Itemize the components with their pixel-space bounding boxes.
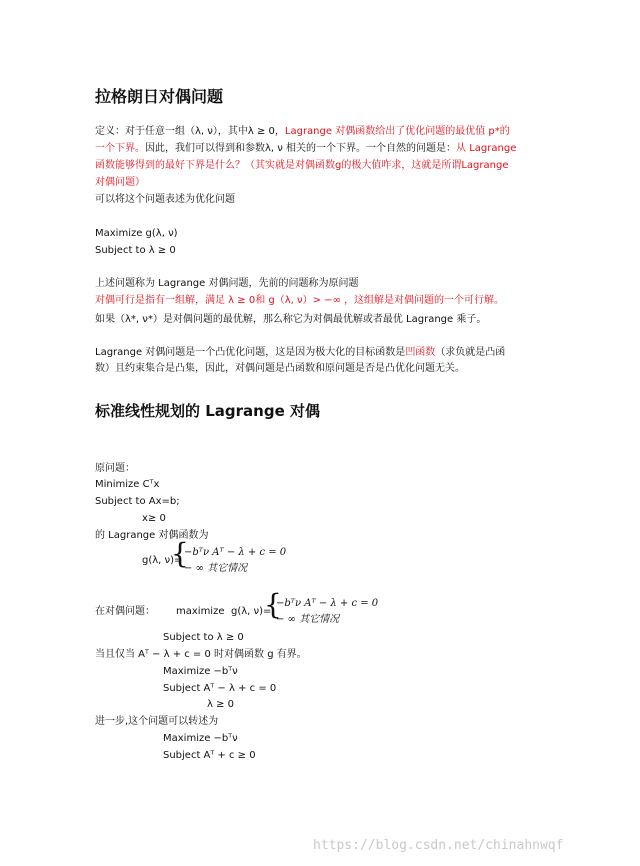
g-label: g(λ, ν)= xyxy=(142,555,183,566)
definition-line-1 xyxy=(95,125,510,139)
maximize-word: maximize xyxy=(176,606,225,617)
convex-text-2: （求负就是凸函 xyxy=(435,347,506,358)
definition-line-4: 对偶问题） xyxy=(95,177,145,188)
x-nonneg-line: x≥ 0 xyxy=(142,513,166,524)
case-1: −bᵀν Aᵀ − λ + c = 0 xyxy=(184,547,287,558)
def-line2-text: 因此，我们可以得到和参数λ, ν 相关的一个下界。一个自然的问题是： xyxy=(145,143,457,154)
maximize-line: Maximize g(λ, ν) xyxy=(95,228,178,239)
convex-text-1: Lagrange 对偶问题是一个凸优化问题，这是因为极大化的目标函数是 xyxy=(95,347,406,358)
def-line2-highlight: 一个下界。 xyxy=(95,143,145,154)
subject-line: Subject to λ ≥ 0 xyxy=(95,245,176,256)
left-brace: { xyxy=(171,537,189,570)
def-line1-text: 定义：对于任意一组（λ, ν），其中λ ≥ 0， xyxy=(95,126,285,137)
definition-line-2 xyxy=(95,142,516,156)
subject-2: Subject Aᵀ − λ + c = 0 xyxy=(163,683,277,694)
in-dual-label: 在对偶问题： xyxy=(95,606,155,617)
convex-highlight: 凹函数 xyxy=(405,347,436,358)
dual-function-label: 的 Lagrange 对偶函数为 xyxy=(95,530,209,541)
subject-ax-line: Subject to Ax=b; xyxy=(95,496,180,507)
case-2: − ∞ 其它情况 xyxy=(184,563,248,574)
definition-line-3: 函数能够得到的最好下界是什么？（其实就是对偶函数g的极大值咋求，这就是所谓Lagrange xyxy=(95,160,509,171)
lambda-nonneg: λ ≥ 0 xyxy=(207,699,235,710)
case-2-b: − ∞ 其它情况 xyxy=(276,614,340,625)
g-label-2: g(λ, ν)= xyxy=(231,606,272,617)
maximize-2: Maximize −bᵀν xyxy=(163,666,238,677)
iff-text: 当且仅当 Aᵀ − λ + c = 0 时对偶函数 g 有界。 xyxy=(95,649,307,660)
case-1-b: −bᵀν Aᵀ − λ + c = 0 xyxy=(276,598,379,609)
left-brace-2: { xyxy=(264,588,282,621)
watermark: https://blog.csdn.net/chinahnwqf xyxy=(313,838,564,853)
def-line1-highlight: Lagrange 对偶函数给出了优化问题的最优值 p*的 xyxy=(284,126,510,137)
subject-lambda-line: Subject to λ ≥ 0 xyxy=(163,632,244,643)
restate-text: 可以将这个问题表述为优化问题 xyxy=(95,194,235,205)
subject-3: Subject Aᵀ + c ≥ 0 xyxy=(163,750,256,761)
feasible-text: 对偶可行是指有一组解，满足 λ ≥ 0和 g（λ, ν）> −∞ ，这组解是对偶问题的一个可行解。 xyxy=(95,295,505,306)
def-line2-highlight-2: 从 Lagrange xyxy=(456,143,517,154)
maximize-3: Maximize −bᵀν xyxy=(163,733,238,744)
convex-line-1 xyxy=(95,346,505,360)
further-text: 进一步,这个问题可以转述为 xyxy=(95,716,219,727)
convex-line-2: 数）且约束集合是凸集，因此，对偶问题是凸函数和原问题是否是凸优化问题无关。 xyxy=(95,363,465,374)
optimal-text: 如果（λ*, ν*）是对偶问题的最优解，那么称它为对偶最优解或者最优 Lagrange 乘子。 xyxy=(95,314,487,325)
section2-title: 标准线性规划的 Lagrange 对偶 xyxy=(95,402,320,420)
minimize-line: Minimize Cᵀx xyxy=(95,479,160,490)
called-text: 上述问题称为 Lagrange 对偶问题，先前的问题称为原问题 xyxy=(95,278,359,289)
section1-title: 拉格朗日对偶问题 xyxy=(95,87,224,106)
primal-label: 原问题： xyxy=(95,463,135,474)
